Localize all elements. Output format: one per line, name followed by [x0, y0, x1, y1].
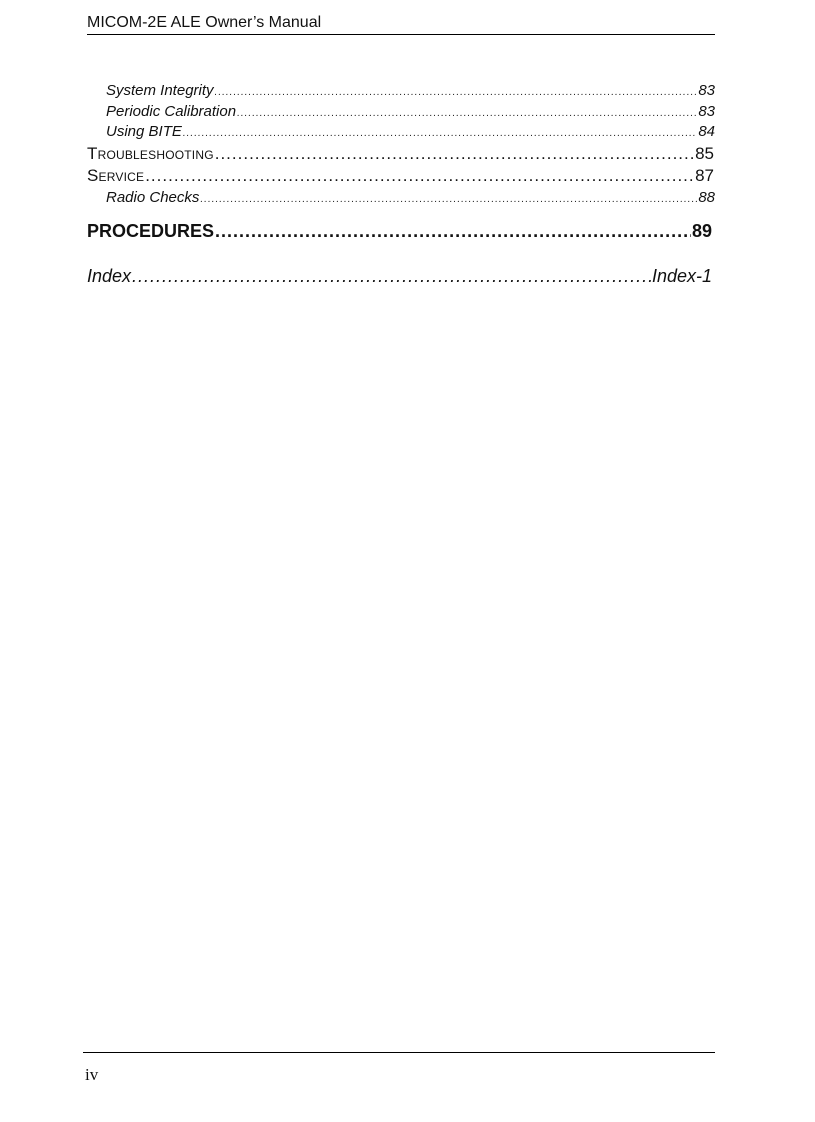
toc-entry-page: 88: [698, 189, 715, 206]
toc-entry-title: Service: [87, 166, 145, 185]
toc-entry-title: System Integrity: [106, 82, 214, 99]
manual-title: MICOM-2E ALE Owner’s Manual: [87, 14, 322, 31]
dot-leader: [237, 103, 697, 123]
toc-entry-title: Radio Checks: [106, 189, 200, 206]
page-footer: [83, 1052, 715, 1084]
toc-entry-using-bite[interactable]: [106, 123, 715, 143]
toc-entry-page: 84: [698, 123, 715, 140]
toc-entry-title: PROCEDURES: [87, 221, 215, 241]
toc-entry-radio-checks[interactable]: [106, 189, 715, 209]
toc-entry-page: 89: [691, 221, 712, 241]
dot-leader: [215, 144, 694, 164]
toc-entry-page: 87: [695, 166, 714, 185]
page-header: [87, 13, 715, 35]
toc-entry-title: Periodic Calibration: [106, 103, 237, 120]
page-number: iv: [85, 1065, 99, 1084]
toc-entry-troubleshooting[interactable]: [87, 144, 714, 164]
toc-entry-title: Index: [87, 266, 132, 286]
toc-entry-procedures[interactable]: [87, 220, 712, 242]
toc-entry-page: Index-1: [651, 266, 712, 286]
dot-leader: [183, 123, 697, 143]
dot-leader: [215, 82, 698, 102]
toc-entry-index[interactable]: [87, 265, 712, 287]
toc-entry-service[interactable]: [87, 166, 714, 186]
dot-leader: [200, 189, 697, 209]
toc-entry-title: Using BITE: [106, 123, 182, 140]
toc-entry-system-integrity[interactable]: [106, 82, 715, 102]
toc-entry-page: 85: [695, 144, 714, 163]
dot-leader: [132, 265, 651, 287]
dot-leader: [145, 166, 694, 186]
toc-entry-page: 83: [698, 82, 715, 99]
toc-entry-title: Troubleshooting: [87, 144, 214, 163]
toc-entry-page: 83: [698, 103, 715, 120]
dot-leader: [215, 220, 691, 242]
toc-entry-periodic-calibration[interactable]: [106, 103, 715, 123]
